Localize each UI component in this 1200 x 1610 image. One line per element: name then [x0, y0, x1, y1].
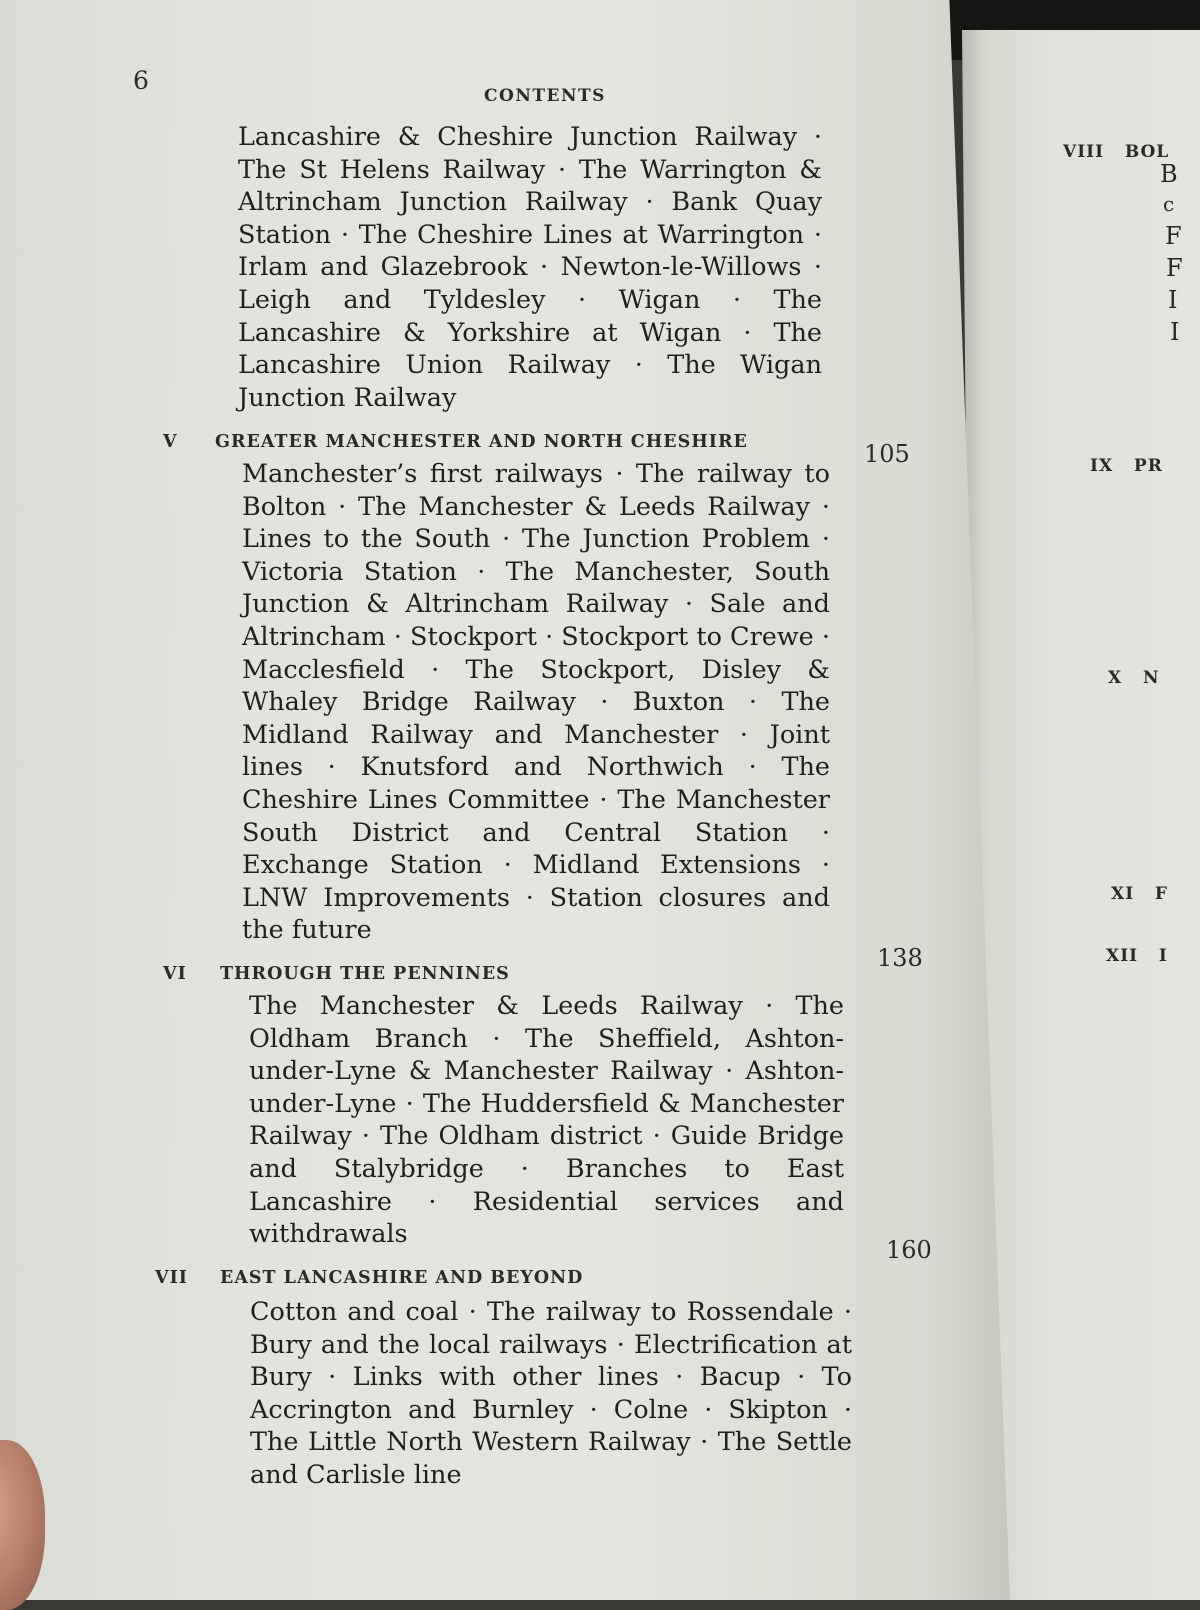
facing-chapter-title-fragment: BOL	[1124, 142, 1170, 162]
chapter-title: THROUGH THE PENNINES	[220, 964, 510, 984]
chapter-title: EAST LANCASHIRE AND BEYOND	[220, 1268, 584, 1288]
chapter-page-number: 138	[877, 944, 923, 972]
chapter-page-number: 105	[864, 440, 910, 468]
continued-chapter-text: Lancashire & Cheshire Junction Railway · The St Helens Railway · The Warrington & Altrincham Junction Railway · Bank Quay Station · The Cheshire Lines at Warrington · Irlam and Glazebrook · Newton-le-Willows · Leigh and Tyldesley · Wigan · The Lancashire & Yorkshire at Wigan · The Lancashire Union Railway · The Wigan Junction Railway	[238, 122, 822, 413]
facing-chapter-heading	[1063, 142, 1169, 162]
running-head: CONTENTS	[484, 86, 606, 106]
facing-chapter-title-fragment: PR	[1133, 456, 1163, 476]
facing-text-fragment: I	[1168, 286, 1178, 314]
chapter-numeral: VII	[155, 1268, 188, 1288]
chapter-text: Cotton and coal · The railway to Rossendale · Bury and the local railways · Electrification at Bury · Links with other lines · Bacup · To Accrington and Burnley · Colne · Skipton · The Little North Western Railway · The Settle and Carlisle line	[250, 1297, 852, 1490]
chapter-numeral: V	[163, 432, 178, 452]
facing-text-fragment: c	[1163, 192, 1175, 216]
chapter-heading	[155, 1268, 583, 1288]
facing-chapter-title-fragment: I	[1158, 946, 1168, 966]
facing-chapter-numeral: VIII	[1063, 142, 1105, 162]
facing-chapter-title-fragment: F	[1154, 884, 1168, 904]
chapter-heading	[163, 964, 510, 984]
page-number: 6	[133, 66, 149, 95]
facing-chapter-heading	[1090, 456, 1163, 476]
chapter-heading	[163, 432, 748, 452]
chapter-text: The Manchester & Leeds Railway · The Oldham Branch · The Sheffield, Ashton-under-Lyne & Manchester Railway · Ashton-under-Lyne · The Huddersfield & Manchester Railway · The Oldham district · Guide Bridge and Stalybridge · Branches to East Lancashire · Residential services and withdrawals	[249, 991, 844, 1250]
facing-chapter-numeral: X	[1108, 668, 1123, 688]
facing-chapter-title-fragment: N	[1142, 668, 1160, 688]
facing-chapter-heading	[1111, 884, 1168, 904]
facing-chapter-heading	[1108, 668, 1160, 688]
facing-text-fragment: B	[1160, 160, 1178, 188]
facing-chapter-numeral: IX	[1090, 456, 1114, 476]
facing-text-fragment: F	[1166, 254, 1183, 282]
facing-text-fragment: I	[1170, 318, 1180, 346]
chapter-numeral: VI	[163, 964, 187, 984]
facing-chapter-heading	[1106, 946, 1168, 966]
chapter-page-number: 160	[886, 1236, 932, 1264]
facing-text-fragment: F	[1165, 222, 1182, 250]
chapter-text: Manchester’s first railways · The railway to Bolton · The Manchester & Leeds Railway · Lines to the South · The Junction Problem · Victoria Station · The Manchester, South Junction & Altrincham Railway · Sale and Altrincham · Stockport · Stockport to Crewe · Macclesfield · The Stockport, Disley & Whaley Bridge Railway · Buxton · The Midland Railway and Manchester · Joint lines · Knutsford and Northwich · The Cheshire Lines Committee · The Manchester South District and Central Station · Exchange Station · Midland Extensions · LNW Improvements · Station closures and the future	[242, 459, 830, 946]
facing-chapter-numeral: XII	[1106, 946, 1139, 966]
chapter-title: GREATER MANCHESTER AND NORTH CHESHIRE	[215, 432, 748, 452]
facing-chapter-numeral: XI	[1111, 884, 1135, 904]
